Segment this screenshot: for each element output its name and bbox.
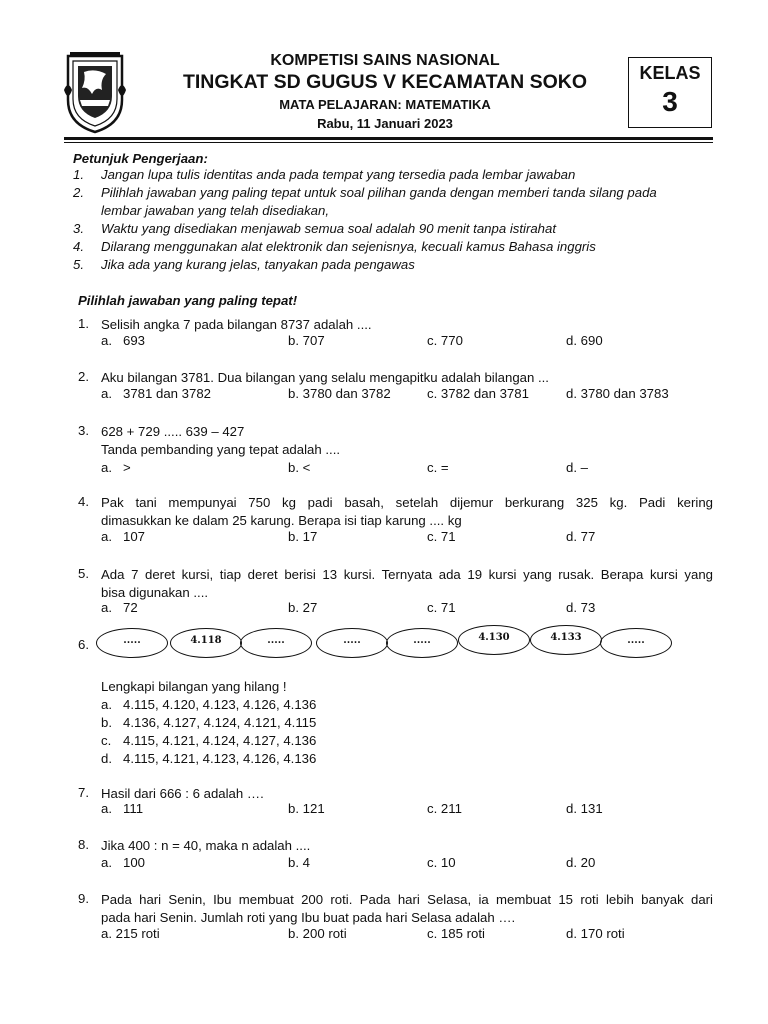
answer-option[interactable] xyxy=(101,386,211,401)
instruction-item xyxy=(73,221,713,239)
answer-option[interactable] xyxy=(288,529,317,544)
class-box xyxy=(628,57,712,128)
question-text: pada hari Senin. Jumlah roti yang Ibu buat pada hari Selasa adalah …. xyxy=(101,910,516,925)
answer-option[interactable] xyxy=(427,333,463,348)
subject-line: MATA PELAJARAN: MATEMATIKA xyxy=(279,97,491,112)
number-oval: 4.118 xyxy=(170,628,242,658)
option-letter: a. xyxy=(101,529,112,544)
option-text: c. 71 xyxy=(427,529,456,544)
option-text: d. 690 xyxy=(566,333,603,348)
option-text: 3781 dan 3782 xyxy=(123,386,212,401)
option-text: c. = xyxy=(427,460,449,475)
instruction-item xyxy=(73,185,713,203)
option-text: 4.115, 4.121, 4.124, 4.127, 4.136 xyxy=(123,733,317,748)
instruction-number: 1. xyxy=(73,167,84,182)
option-text: c. 211 xyxy=(427,801,462,816)
option-text: 107 xyxy=(123,529,146,544)
answer-option[interactable] xyxy=(101,460,131,475)
instruction-item xyxy=(73,203,713,221)
instruction-text: Jangan lupa tulis identitas anda pada tempat yang tersedia pada lembar jawaban xyxy=(101,167,576,182)
option-text: b. 17 xyxy=(288,529,318,544)
answer-option[interactable] xyxy=(288,801,325,816)
option-text: 100 xyxy=(123,855,146,870)
instruction-text: Pilihlah jawaban yang paling tepat untuk soal pilihan ganda dengan memberi tanda silang pada xyxy=(101,185,657,200)
question-text: dimasukkan ke dalam 25 karung. Berapa isi tiap karung .... kg xyxy=(101,513,462,528)
question-number: 7. xyxy=(78,785,89,800)
answer-option[interactable] xyxy=(566,529,595,544)
answer-option[interactable] xyxy=(427,926,485,941)
answer-option[interactable] xyxy=(288,460,310,475)
question-text: Aku bilangan 3781. Dua bilangan yang selalu mengapitku adalah bilangan ... xyxy=(101,370,549,385)
option-text: d. 77 xyxy=(566,529,596,544)
instruction-text: Jika ada yang kurang jelas, tanyakan pada pengawas xyxy=(101,257,415,272)
answer-option[interactable] xyxy=(566,801,603,816)
option-text: c. 10 xyxy=(427,855,456,870)
instruction-number: 2. xyxy=(73,185,84,200)
blank-oval: ..... xyxy=(96,628,168,658)
instruction-text: Dilarang menggunakan alat elektronik dan sejenisnya, kecuali kamus Bahasa inggris xyxy=(101,239,596,254)
question-number: 4. xyxy=(78,494,89,509)
option-letter: a. xyxy=(101,333,112,348)
option-letter: a. xyxy=(101,801,112,816)
answer-option[interactable] xyxy=(566,926,625,941)
question-text: bisa digunakan .... xyxy=(101,585,209,600)
option-text: b. 3780 dan 3782 xyxy=(288,386,391,401)
option-text: b. 27 xyxy=(288,600,318,615)
option-letter: a. xyxy=(101,697,112,712)
question-number: 3. xyxy=(78,423,89,438)
question-text: Hasil dari 666 : 6 adalah …. xyxy=(101,786,264,801)
answer-option[interactable] xyxy=(288,333,325,348)
blank-oval: ..... xyxy=(316,628,388,658)
instructions-title: Petunjuk Pengerjaan: xyxy=(73,151,208,166)
answer-option[interactable] xyxy=(101,751,316,766)
option-text: b. 707 xyxy=(288,333,325,348)
option-text: b. 121 xyxy=(288,801,325,816)
instruction-item xyxy=(73,167,713,185)
instruction-number: 5. xyxy=(73,257,84,272)
answer-option[interactable] xyxy=(427,460,449,475)
question-number: 6. xyxy=(78,637,89,652)
option-letter: b. xyxy=(101,715,112,730)
option-text: b. < xyxy=(288,460,311,475)
question-number: 9. xyxy=(78,891,89,906)
answer-option[interactable] xyxy=(427,386,529,401)
option-letter: a. xyxy=(101,600,112,615)
answer-option[interactable] xyxy=(427,600,456,615)
option-text: c. 770 xyxy=(427,333,463,348)
question-number: 5. xyxy=(78,566,89,581)
option-text: 111 xyxy=(123,801,144,816)
answer-option[interactable] xyxy=(101,333,145,348)
option-text: d. – xyxy=(566,460,588,475)
answer-option[interactable] xyxy=(427,855,456,870)
number-oval: 4.130 xyxy=(458,625,530,655)
option-text: b. 200 roti xyxy=(288,926,347,941)
option-text: c. 71 xyxy=(427,600,456,615)
question-text: Pak tani mempunyai 750 kg padi basah, setelah dijemur berkurang 325 kg. Padi kering xyxy=(101,495,713,510)
question-number: 1. xyxy=(78,316,89,331)
answer-option[interactable] xyxy=(101,926,160,941)
answer-option[interactable] xyxy=(566,333,603,348)
option-text: a. 215 roti xyxy=(101,926,160,941)
answer-option[interactable] xyxy=(288,855,310,870)
option-text: d. 131 xyxy=(566,801,603,816)
answer-option[interactable] xyxy=(101,733,316,748)
question-text: Tanda pembanding yang tepat adalah .... xyxy=(101,442,341,457)
option-text: > xyxy=(123,460,131,475)
question-text: Jika 400 : n = 40, maka n adalah .... xyxy=(101,838,311,853)
section-title: Pilihlah jawaban yang paling tepat! xyxy=(78,293,298,308)
answer-option[interactable] xyxy=(101,600,138,615)
answer-option[interactable] xyxy=(288,386,391,401)
regency-crest-logo xyxy=(62,50,128,134)
answer-option[interactable] xyxy=(101,801,143,816)
option-text: d. 73 xyxy=(566,600,596,615)
answer-option[interactable] xyxy=(288,600,317,615)
option-text: 4.136, 4.127, 4.124, 4.121, 4.115 xyxy=(123,715,317,730)
answer-option[interactable] xyxy=(566,600,595,615)
option-text: c. 185 roti xyxy=(427,926,485,941)
answer-option[interactable] xyxy=(101,697,316,712)
class-value: 3 xyxy=(662,86,678,117)
question-number: 8. xyxy=(78,837,89,852)
answer-option[interactable] xyxy=(101,855,145,870)
answer-option[interactable] xyxy=(427,529,456,544)
question-prompt: Lengkapi bilangan yang hilang ! xyxy=(101,679,287,694)
competition-subtitle: TINGKAT SD GUGUS V KECAMATAN SOKO xyxy=(182,71,588,93)
option-text: 4.115, 4.120, 4.123, 4.126, 4.136 xyxy=(123,697,317,712)
instruction-text: lembar jawaban yang telah disediakan, xyxy=(101,203,329,218)
instruction-number: 4. xyxy=(73,239,84,254)
instruction-number: 3. xyxy=(73,221,84,236)
class-label: KELAS xyxy=(639,63,701,83)
option-text: 72 xyxy=(123,600,138,615)
option-letter: d. xyxy=(101,751,112,766)
answer-option[interactable] xyxy=(566,386,669,401)
option-letter: a. xyxy=(101,386,112,401)
question-text: 628 + 729 ..... 639 – 427 xyxy=(101,424,245,439)
answer-option[interactable] xyxy=(101,529,145,544)
option-letter: c. xyxy=(101,733,112,748)
option-text: d. 170 roti xyxy=(566,926,625,941)
number-oval: 4.133 xyxy=(530,625,602,655)
question-text: Selisih angka 7 pada bilangan 8737 adalah .... xyxy=(101,317,372,332)
option-text: c. 3782 dan 3781 xyxy=(427,386,529,401)
header-divider-thin xyxy=(64,142,713,143)
blank-oval: ..... xyxy=(240,628,312,658)
option-letter: a. xyxy=(101,460,112,475)
option-text: b. 4 xyxy=(288,855,310,870)
instruction-item xyxy=(73,239,713,257)
competition-title: KOMPETISI SAINS NASIONAL xyxy=(270,52,500,69)
blank-oval: ..... xyxy=(600,628,672,658)
answer-option[interactable] xyxy=(427,801,462,816)
option-text: 693 xyxy=(123,333,146,348)
question-number: 2. xyxy=(78,369,89,384)
option-text: d. 3780 dan 3783 xyxy=(566,386,669,401)
blank-oval: ..... xyxy=(386,628,458,658)
answer-option[interactable] xyxy=(101,715,316,730)
option-text: d. 20 xyxy=(566,855,596,870)
answer-option[interactable] xyxy=(566,460,588,475)
header-divider-thick xyxy=(64,137,713,140)
question-text: Ada 7 deret kursi, tiap deret berisi 13 kursi. Ternyata ada 19 kursi yang rusak. Berapa kursi yang xyxy=(101,567,713,582)
answer-option[interactable] xyxy=(288,926,347,941)
question-text: Pada hari Senin, Ibu membuat 200 roti. Pada hari Selasa, ia membuat 15 roti lebih banyak dari xyxy=(101,892,713,907)
instruction-item xyxy=(73,257,713,275)
instruction-text: Waktu yang disediakan menjawab semua soal adalah 90 menit tanpa istirahat xyxy=(101,221,557,236)
exam-date: Rabu, 11 Januari 2023 xyxy=(317,116,453,131)
option-text: 4.115, 4.121, 4.123, 4.126, 4.136 xyxy=(123,751,317,766)
answer-option[interactable] xyxy=(566,855,595,870)
option-letter: a. xyxy=(101,855,112,870)
